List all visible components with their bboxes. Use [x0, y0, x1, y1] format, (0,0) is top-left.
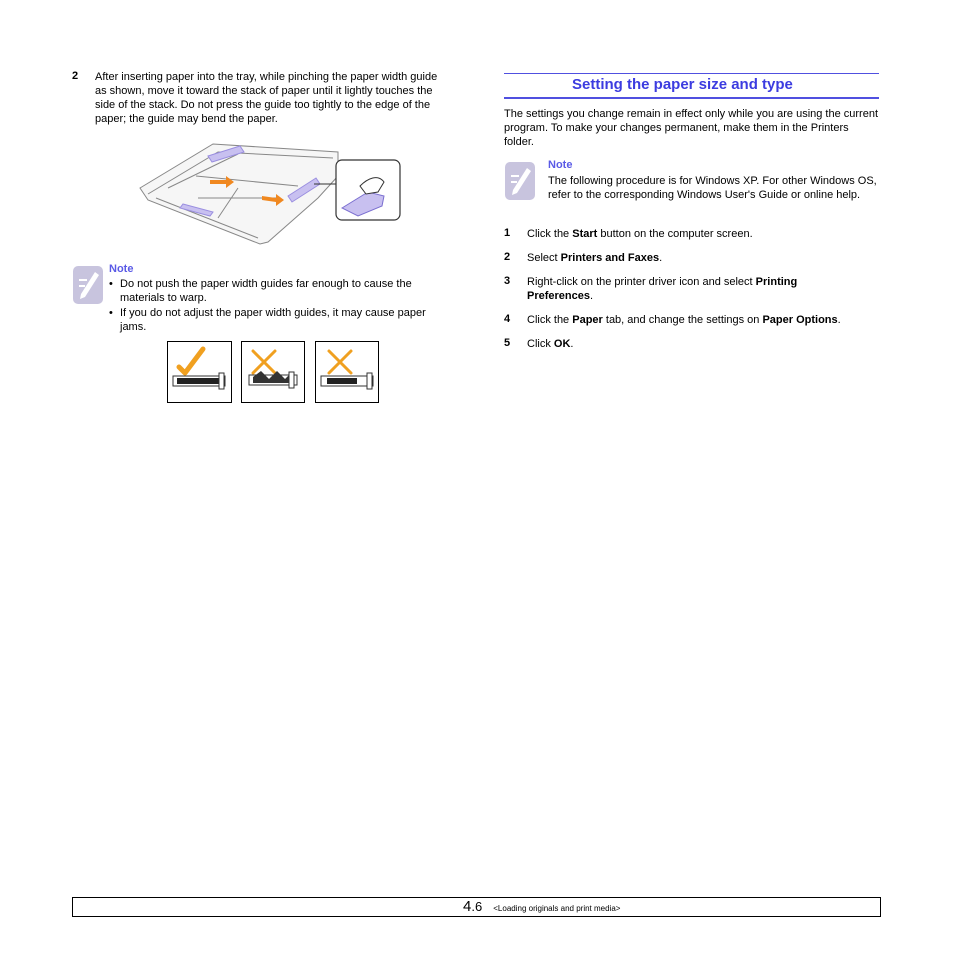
step-2-number: 2 — [504, 251, 511, 263]
step-5-number: 5 — [504, 337, 511, 349]
step-4-number: 4 — [504, 313, 511, 325]
step-2-text: After inserting paper into the tray, while pinching the paper width guide as shown, move it toward the stack of paper until it lightly touches the side of the stack. Do not press the guide too tightly to the edge of the paper; the guide may bend the paper. — [95, 71, 438, 125]
intro-paragraph: The settings you change remain in effect only while you are using the current program. To make your changes permanent, make them in the Printers folder. — [504, 108, 879, 148]
step-3-number: 3 — [504, 275, 511, 287]
pencil-note-icon — [73, 266, 103, 304]
footer-content — [463, 898, 620, 916]
step-2-number: 2 — [72, 70, 79, 82]
bullet-icon: • — [109, 307, 113, 319]
note-bullet-item — [109, 277, 449, 305]
pencil-note-icon — [505, 162, 535, 200]
note-text: The following procedure is for Windows XP. For other Windows OS, refer to the corresponding Windows User's Guide or online help. — [548, 175, 877, 201]
page-number-sub: .6 — [471, 899, 483, 914]
step-1-number: 1 — [504, 227, 511, 239]
note-label: Note — [109, 263, 134, 275]
note-bullet-list — [109, 277, 449, 334]
step-4-text: Click the Paper tab, and change the settings on Paper Options. — [527, 314, 841, 326]
bullet-icon: • — [109, 278, 113, 290]
page-footer — [72, 897, 881, 917]
warped-paper-illustration — [241, 341, 305, 403]
note-bullet-text: If you do not adjust the paper width guides, it may cause paper jams. — [120, 307, 426, 333]
correct-guide-illustration — [167, 341, 232, 403]
section-title: Setting the paper size and type — [572, 76, 793, 93]
note-bullet-text: Do not push the paper width guides far enough to cause the materials to warp. — [120, 278, 412, 304]
note-label: Note — [548, 159, 573, 171]
title-top-rule — [504, 73, 879, 74]
step-5-text: Click OK. — [527, 338, 574, 350]
step-1-text: Click the Start button on the computer screen. — [527, 228, 753, 240]
note-bullet-item — [109, 306, 449, 334]
step-2-text: Select Printers and Faxes. — [527, 252, 663, 264]
loose-guide-illustration — [315, 341, 379, 403]
footer-section-name: <Loading originals and print media> — [493, 904, 621, 913]
title-bottom-rule — [504, 97, 879, 99]
page-number-chapter: 4 — [463, 898, 472, 915]
step-3-text: Right-click on the printer driver icon and select Printing Preferences. — [527, 276, 798, 302]
paper-tray-illustration — [138, 138, 404, 248]
